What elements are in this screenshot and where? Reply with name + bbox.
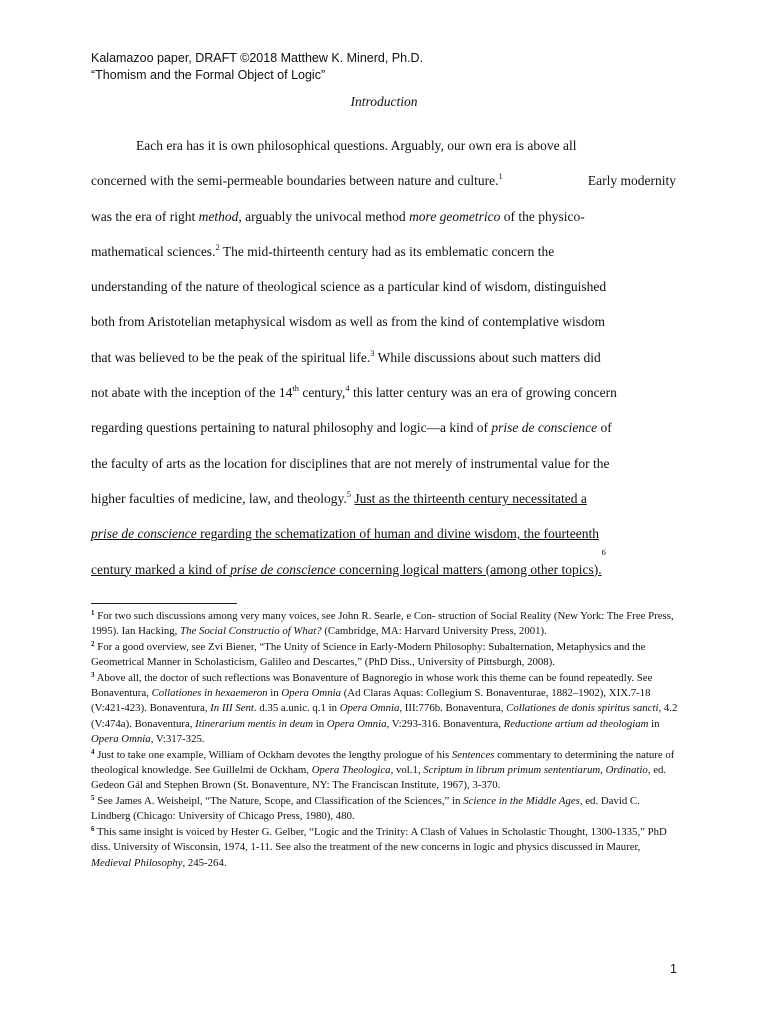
text-run: understanding of the nature of theological science as a particular kind of wisdom, distinguished bbox=[91, 279, 607, 295]
header-line-draft: Kalamazoo paper, DRAFT ©2018 Matthew K. Minerd, Ph.D. bbox=[91, 51, 424, 65]
footnote-title: Opera Theologica bbox=[311, 764, 391, 777]
emphasis: prise de conscience bbox=[91, 526, 197, 542]
text-run: this latter century was an era of growing concern bbox=[349, 385, 617, 401]
footnote-text: in bbox=[267, 687, 282, 700]
footnote-text: For a good overview, see Zvi Biener, “The Unity of Science in Early-Modern Philosophy: Subalternation, Metaphysics and the Geometrical Manner in Scholasticism, Galileo and Descartes,” (PhD Diss., University of Pittsburgh, 2008). bbox=[91, 640, 646, 669]
body-line bbox=[91, 446, 676, 481]
body-line bbox=[91, 304, 676, 339]
footnote-number: 1 bbox=[91, 609, 95, 617]
footnote-text: , ed. Gedeon Gál and Stephen Brown (St. Bonaventure, NY: The Franciscan Institute, 1967), 3-370. bbox=[91, 764, 667, 792]
footnote-title: Sentences bbox=[451, 748, 495, 761]
text-run: that was believed to be the peak of the spiritual life. bbox=[91, 349, 371, 365]
footnote-title: Itinerarium mentis in deum bbox=[195, 717, 313, 730]
footnote-ref-1[interactable]: 1 bbox=[498, 171, 503, 182]
emphasis: prise de conscience bbox=[230, 561, 336, 577]
text-run: regarding questions pertaining to natural philosophy and logic—a kind of bbox=[91, 420, 492, 436]
footnote-title: Scriptum in librum primum sententiarum, Ordinatio bbox=[423, 764, 648, 777]
text-run: mathematical sciences. bbox=[91, 243, 216, 259]
footnote-number: 2 bbox=[91, 639, 95, 648]
body-line bbox=[91, 269, 676, 304]
footnote-text: Above all, the doctor of such reflections was Bonaventure of Bagnoregio in whose work this theme can be found repeatedly. See Bonaventura, bbox=[91, 671, 653, 700]
footnote-ref-2[interactable]: 2 bbox=[215, 241, 220, 252]
body-line bbox=[91, 410, 676, 445]
footnote-ref-6[interactable]: 6 bbox=[601, 546, 606, 557]
footnote-text: , 4.2 (V:474a). Bonaventura, bbox=[91, 702, 678, 730]
ordinal-suffix: th bbox=[292, 383, 299, 394]
underlined-text: regarding the schematization of human and divine wisdom, the fourteenth bbox=[196, 526, 599, 542]
footnote-text: Just to take one example, William of Ockham devotes the lengthy prologue of his bbox=[94, 748, 452, 761]
footnote-number: 6 bbox=[91, 824, 95, 833]
footnote-5 bbox=[91, 794, 679, 825]
footnote-text: (Cambridge, MA: Harvard University Press, 2001). bbox=[321, 625, 547, 638]
footnote-text: , 245-264. bbox=[182, 856, 227, 869]
text-run: both from Aristotelian metaphysical wisdom as well as from the kind of contemplative wisdom bbox=[91, 314, 606, 330]
footnote-title: Opera Omnia bbox=[91, 733, 151, 746]
body-line bbox=[91, 516, 676, 551]
footnote-text: (Ad Claras Aquas: Collegium S. Bonaventurae, 1882–1902), XIX.7-18 (V:421-423). Bonaventura, bbox=[91, 687, 651, 715]
text-run: of the physico- bbox=[500, 208, 585, 224]
footnote-title: Opera Omnia bbox=[281, 687, 342, 700]
footnote-text: , vol.1, bbox=[390, 764, 424, 777]
running-header bbox=[91, 50, 423, 84]
footnote-text: commentary to determining the nature of theological knowledge. See Guillelmi de Ockham, bbox=[91, 748, 675, 777]
footnote-title: The Social Constructio of What? bbox=[180, 625, 322, 638]
footnote-number: 4 bbox=[91, 747, 95, 756]
footnote-text: . d.35 a.unic. q.1 in bbox=[253, 702, 340, 715]
footnote-text: , V:317-325. bbox=[150, 733, 205, 746]
footnote-text: For two such discussions among very many voices, see John R. Searle, e Con- struction of Social Reality (New York: The Free Press, 1995). Ian Hacking, bbox=[91, 610, 674, 638]
header-line-title: “Thomism and the Formal Object of Logic” bbox=[91, 68, 326, 82]
text-run: Early modernity bbox=[587, 173, 676, 189]
body-line bbox=[91, 128, 676, 163]
text-run: was the era of right bbox=[91, 208, 199, 224]
footnote-text: See James A. Weisheipl, “The Nature, Scope, and Classification of the Sciences,” in bbox=[94, 794, 464, 807]
footnote-text: in bbox=[313, 717, 327, 730]
text-run: , arguably the univocal method bbox=[238, 208, 410, 224]
text-run: not abate with the inception of the 14 bbox=[91, 385, 293, 401]
footnote-4 bbox=[91, 748, 679, 794]
text-run: higher faculties of medicine, law, and theology. bbox=[91, 490, 347, 506]
footnote-title: Collationes de donis spiritus sancti bbox=[506, 702, 659, 715]
footnote-title: Science in the Middle Ages bbox=[463, 794, 580, 807]
emphasis: method bbox=[198, 208, 239, 224]
body-line bbox=[91, 481, 676, 516]
body-line bbox=[91, 375, 676, 410]
page-number: 1 bbox=[670, 962, 677, 976]
footnote-text: in bbox=[648, 717, 660, 730]
underlined-text: concerning logical matters (among other topics). bbox=[335, 561, 602, 577]
underlined-text: century marked a kind of bbox=[91, 561, 231, 577]
body-line bbox=[91, 163, 676, 198]
body-line bbox=[91, 234, 676, 269]
footnote-text: , ed. David C. Lindberg (Chicago: University of Chicago Press, 1980), 480. bbox=[91, 794, 640, 823]
footnote-ref-4[interactable]: 4 bbox=[345, 383, 350, 394]
text-run: The mid-thirteenth century had as its emblematic concern the bbox=[219, 243, 555, 259]
footnote-number: 3 bbox=[91, 670, 95, 679]
footnote-title: Medieval Philosophy bbox=[91, 856, 183, 869]
footnote-title: Opera Omnia bbox=[326, 717, 387, 730]
section-title: Introduction bbox=[350, 94, 418, 109]
text-run: Each era has it is own philosophical questions. Arguably, our own era is above all bbox=[136, 138, 577, 153]
footnotes bbox=[91, 609, 679, 871]
body-text bbox=[91, 128, 676, 587]
footnote-6 bbox=[91, 825, 679, 871]
emphasis: more geometrico bbox=[409, 208, 501, 224]
footnote-number: 5 bbox=[91, 793, 95, 802]
footnote-1 bbox=[91, 609, 679, 640]
text-run: century, bbox=[298, 385, 346, 401]
text-run: concerned with the semi-permeable boundaries between nature and culture. bbox=[91, 173, 499, 189]
footnote-text: This same insight is voiced by Hester G. Gelber, “Logic and the Trinity: A Clash of Values in Scholastic Thought, 1300-1335,” PhD diss. University of Wisconsin, 1974, 1-11. See also the treatment of the new concerns in logic and physics discussed in Maurer, bbox=[91, 825, 667, 854]
footnote-2 bbox=[91, 640, 679, 671]
footnote-separator bbox=[91, 603, 237, 604]
body-line bbox=[91, 340, 676, 375]
footnote-title: In III Sent bbox=[210, 702, 254, 715]
text-run: of bbox=[597, 420, 612, 436]
footnote-title: Collationes in hexaemeron bbox=[151, 687, 268, 700]
text-run: the faculty of arts as the location for disciplines that are not merely of instrumental value for the bbox=[91, 455, 610, 471]
emphasis: prise de conscience bbox=[491, 420, 598, 436]
text-run: While discussions about such matters did bbox=[374, 349, 601, 365]
footnote-title: Opera Omnia bbox=[339, 702, 400, 715]
footnote-title: Reductione artium ad theologiam bbox=[503, 717, 649, 730]
underlined-text: Just as the thirteenth century necessitated a bbox=[354, 490, 587, 506]
footnote-text: , V:293-316. Bonaventura, bbox=[386, 717, 504, 730]
footnote-text: , III:776b. Bonaventura, bbox=[399, 702, 507, 715]
footnote-ref-5[interactable]: 5 bbox=[346, 488, 352, 499]
footnote-3 bbox=[91, 671, 679, 748]
footnote-ref-3[interactable]: 3 bbox=[370, 347, 375, 358]
body-line bbox=[91, 199, 676, 234]
body-line bbox=[91, 546, 676, 587]
